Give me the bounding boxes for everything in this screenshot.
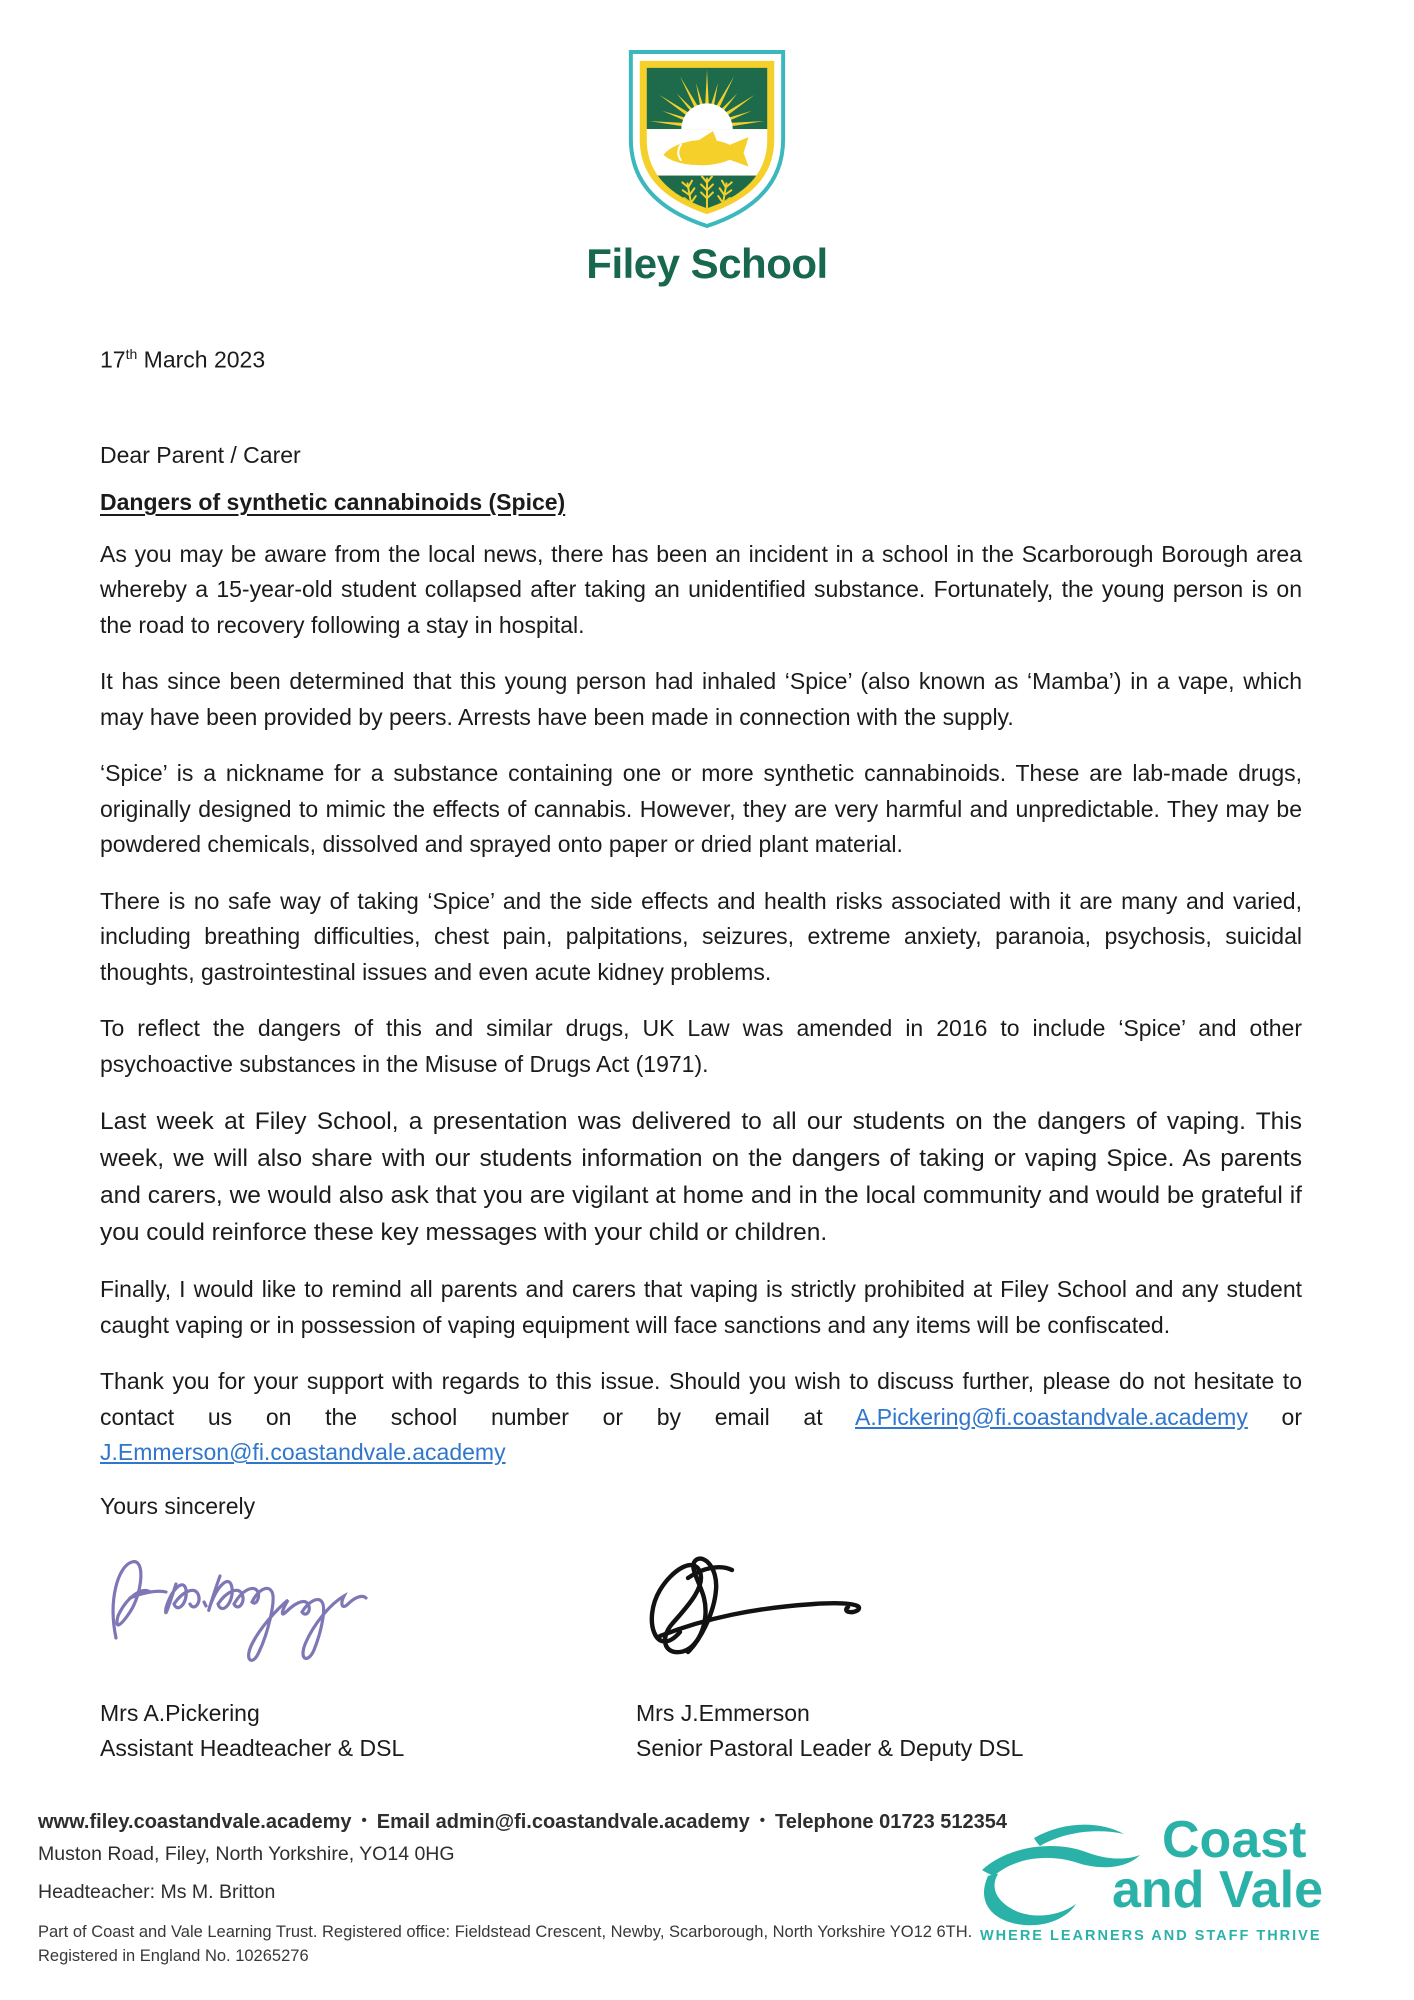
letter-header	[0, 0, 1414, 288]
trust-name-line2: and Vale	[1112, 1861, 1323, 1919]
contact-text: Thank you for your support with regards to this issue. Should you wish to discuss further, please do not hesitate to contact us on the school number or by email at	[100, 1368, 1302, 1430]
trust-tagline: WHERE LEARNERS AND STAFF THRIVE	[980, 1928, 1322, 1944]
footer-website: www.filey.coastandvale.academy	[38, 1811, 352, 1833]
signatory-name: Mrs A.Pickering	[100, 1699, 260, 1726]
signatory-title: Senior Pastoral Leader & Deputy DSL	[636, 1734, 1024, 1761]
letter-paragraph-contact	[100, 1364, 1302, 1471]
signatory-title: Assistant Headteacher & DSL	[100, 1734, 405, 1761]
footer-email: Email admin@fi.coastandvale.academy	[376, 1811, 750, 1833]
signatory-pickering	[100, 1696, 636, 1766]
emmerson-signature	[636, 1546, 936, 1668]
letter-body	[0, 346, 1414, 1766]
salutation: Dear Parent / Carer	[100, 441, 301, 468]
letter-footer	[38, 1811, 1018, 1968]
letter-paragraph: It has since been determined that this young person had inhaled ‘Spice’ (also known as ‘Mamba’) in a vape, which may have been provided by peers. Arrests have been made in connection with the supply.	[100, 668, 1302, 730]
subject-heading: Dangers of synthetic cannabinoids (Spice)	[100, 488, 566, 515]
email-link-pickering[interactable]: A.Pickering@fi.coastandvale.academy	[855, 1403, 1248, 1430]
letter-paragraph: ‘Spice’ is a nickname for a substance containing one or more synthetic cannabinoids. These are lab-made drugs, originally designed to mimic the effects of cannabis. However, they are very harmful and unpredictable. They may be powdered chemicals, dissolved and sprayed onto paper or dried plant material.	[100, 760, 1302, 858]
registration-line: Part of Coast and Vale Learning Trust. Registered office: Fieldstead Crescent, Newby, Scarborough, North Yorkshire YO12 6TH.	[38, 1923, 973, 1941]
footer-telephone: Telephone 01723 512354	[775, 1811, 1008, 1833]
coast-and-vale-logo	[974, 1811, 1352, 1970]
emmerson-signature-area	[636, 1540, 1302, 1678]
signatories-row	[100, 1696, 1302, 1766]
letter-paragraph: As you may be aware from the local news, there has been an incident in a school in the Scarborough Borough area whereby a 15-year-old student collapsed after taking an unidentified substance. Fortunately, the young person is on the road to recovery following a stay in hospital.	[100, 540, 1302, 638]
signatory-name: Mrs J.Emmerson	[636, 1699, 810, 1726]
letter-paragraph: Last week at Filey School, a presentation was delivered to all our students on the dangers of vaping. This week, we will also share with our students information on the dangers of taking or vaping Spice. As parents and carers, we would also ask that you are vigilant at home and in the local community and would be grateful if you could reinforce these key messages with your child or children.	[100, 1108, 1302, 1247]
bullet-separator: •	[759, 1812, 766, 1829]
footer-address: Muston Road, Filey, North Yorkshire, YO14 0HG	[38, 1843, 455, 1865]
letter-paragraph: Finally, I would like to remind all parents and carers that vaping is strictly prohibited at Filey School and any student caught vaping or in possession of vaping equipment will face sanctions and any items will be confiscated.	[100, 1276, 1302, 1338]
signatory-emmerson	[636, 1696, 1302, 1766]
footer-registration	[38, 1920, 1018, 1968]
closing: Yours sincerely	[100, 1492, 256, 1519]
letter-date	[100, 346, 1302, 374]
letter-paragraph: There is no safe way of taking ‘Spice’ and the side effects and health risks associated with it are many and varied, including breathing difficulties, chest pain, palpitations, seizures, extreme anxiety, paranoia, psychosis, suicidal thoughts, gastrointestinal issues and even acute kidney problems.	[100, 887, 1302, 985]
footer-headteacher: Headteacher: Ms M. Britton	[38, 1881, 276, 1903]
date-day: 17	[100, 346, 126, 373]
contact-text: or	[1247, 1403, 1302, 1430]
trust-name-line1: Coast	[1162, 1811, 1307, 1869]
date-month-year: March 2023	[137, 346, 266, 373]
pickering-signature	[100, 1540, 412, 1672]
email-link-emmerson[interactable]: J.Emmerson@fi.coastandvale.academy	[100, 1439, 506, 1466]
pickering-signature-area	[100, 1540, 636, 1678]
registration-line: Registered in England No. 10265276	[38, 1947, 309, 1965]
letter-paragraph: To reflect the dangers of this and similar drugs, UK Law was amended in 2016 to include ‘Spice’ and other psychoactive substances in the Misuse of Drugs Act (1971).	[100, 1015, 1302, 1077]
signatures-row	[100, 1540, 1302, 1678]
school-name: Filey School	[586, 240, 828, 287]
filey-school-crest-icon	[618, 44, 796, 232]
bullet-separator: •	[361, 1812, 367, 1829]
footer-contact-line	[38, 1811, 1018, 1834]
date-ordinal: th	[125, 346, 138, 362]
